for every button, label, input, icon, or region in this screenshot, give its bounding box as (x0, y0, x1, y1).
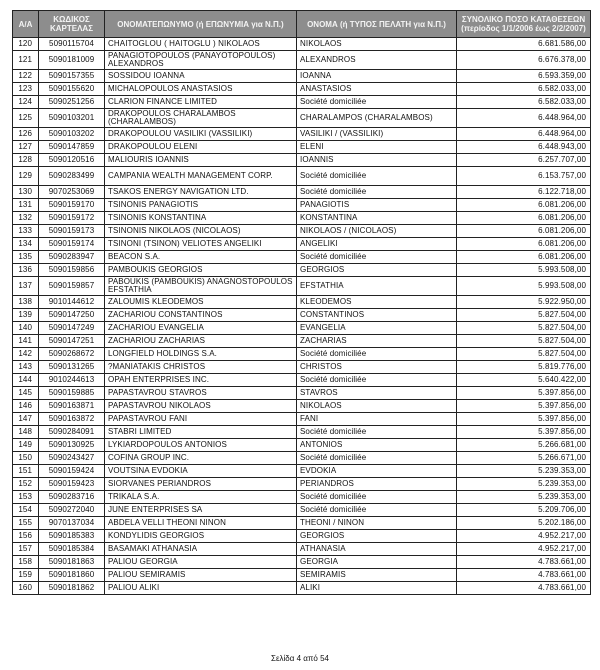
table-row (13, 387, 591, 400)
cell-aa: 146 (13, 400, 39, 413)
cell-first-name: Société domiciliée (297, 96, 457, 109)
cell-first-name: Société domiciliée (297, 186, 457, 199)
cell-aa: 151 (13, 465, 39, 478)
cell-code: 5090155620 (39, 83, 105, 96)
cell-first-name: EVANGELIA (297, 322, 457, 335)
cell-amount: 6.448.943,00 (457, 141, 591, 154)
cell-aa: 140 (13, 322, 39, 335)
cell-first-name: NIKOLAOS (297, 400, 457, 413)
cell-name: DRAKOPOULOS CHARALAMBOS (CHARALAMBOS) (105, 109, 297, 128)
cell-first-name: KONSTANTINA (297, 212, 457, 225)
cell-name: PAPASTAVROU STAVROS (105, 387, 297, 400)
cell-name: TSINONIS PANAGIOTIS (105, 199, 297, 212)
cell-aa: 143 (13, 361, 39, 374)
cell-aa: 131 (13, 199, 39, 212)
table-row (13, 51, 591, 70)
cell-aa: 136 (13, 264, 39, 277)
header-name: ΟΝΟΜΑΤΕΠΩΝΥΜΟ (ή ΕΠΩΝΥΜΙΑ για Ν.Π.) (105, 11, 297, 38)
cell-aa: 124 (13, 96, 39, 109)
cell-code: 5090181860 (39, 569, 105, 582)
cell-aa: 120 (13, 38, 39, 51)
cell-amount: 4.952.217,00 (457, 530, 591, 543)
cell-code: 9070137034 (39, 517, 105, 530)
cell-amount: 5.819.776,00 (457, 361, 591, 374)
cell-name: COFINA GROUP INC. (105, 452, 297, 465)
header-total-amount: ΣΥΝΟΛΙΚΟ ΠΟΣΟ ΚΑΤΑΘΕΣΕΩΝ (περίοδος 1/1/2006 έως 2/2/2007) (457, 11, 591, 38)
table-row (13, 264, 591, 277)
cell-first-name: GEORGIA (297, 556, 457, 569)
cell-aa: 147 (13, 413, 39, 426)
cell-first-name: CONSTANTINOS (297, 309, 457, 322)
cell-aa: 133 (13, 225, 39, 238)
cell-aa: 155 (13, 517, 39, 530)
table-row (13, 167, 591, 186)
cell-code: 5090185384 (39, 543, 105, 556)
cell-first-name: Société domiciliée (297, 504, 457, 517)
cell-amount: 6.081.206,00 (457, 251, 591, 264)
table-row (13, 543, 591, 556)
cell-name: ZACHARIOU EVANGELIA (105, 322, 297, 335)
table-row (13, 504, 591, 517)
cell-amount: 5.266.681,00 (457, 439, 591, 452)
cell-name: DRAKOPOULOU ELENI (105, 141, 297, 154)
cell-name: JUNE ENTERPRISES SA (105, 504, 297, 517)
cell-code: 9070253069 (39, 186, 105, 199)
table-row (13, 96, 591, 109)
table-row (13, 582, 591, 595)
table-row (13, 517, 591, 530)
cell-name: ZACHARIOU CONSTANTINOS (105, 309, 297, 322)
cell-code: 5090157355 (39, 70, 105, 83)
cell-name: PALIOU GEORGIA (105, 556, 297, 569)
cell-aa: 154 (13, 504, 39, 517)
cell-first-name: ELENI (297, 141, 457, 154)
cell-amount: 5.397.856,00 (457, 400, 591, 413)
cell-amount: 6.122.718,00 (457, 186, 591, 199)
cell-first-name: CHARALAMPOS (CHARALAMBOS) (297, 109, 457, 128)
cell-aa: 121 (13, 51, 39, 70)
cell-name: TSINONIS NIKOLAOS (NICOLAOS) (105, 225, 297, 238)
cell-name: SOSSIDOU IOANNA (105, 70, 297, 83)
cell-amount: 5.993.508,00 (457, 277, 591, 296)
cell-code: 5090163872 (39, 413, 105, 426)
header-aa: Α/Α (13, 11, 39, 38)
cell-name: ?MANIATAKIS CHRISTOS (105, 361, 297, 374)
cell-name: TSAKOS ENERGY NAVIGATION LTD. (105, 186, 297, 199)
cell-name: DRAKOPOULOU VASILIKI (VASSILIKI) (105, 128, 297, 141)
cell-name: VOUTSINA EVDOKIA (105, 465, 297, 478)
cell-first-name: IOANNA (297, 70, 457, 83)
table-row (13, 322, 591, 335)
cell-aa: 145 (13, 387, 39, 400)
cell-amount: 5.827.504,00 (457, 309, 591, 322)
cell-first-name: Société domiciliée (297, 251, 457, 264)
cell-amount: 6.257.707,00 (457, 154, 591, 167)
cell-code: 5090147250 (39, 309, 105, 322)
table-row (13, 361, 591, 374)
header-first-name: ΟΝΟΜΑ (ή ΤΥΠΟΣ ΠΕΛΑΤΗ για Ν.Π.) (297, 11, 457, 38)
cell-aa: 158 (13, 556, 39, 569)
cell-aa: 159 (13, 569, 39, 582)
cell-first-name: ZACHARIAS (297, 335, 457, 348)
cell-code: 5090284091 (39, 426, 105, 439)
cell-name: STABRI LIMITED (105, 426, 297, 439)
cell-amount: 6.681.586,00 (457, 38, 591, 51)
cell-aa: 142 (13, 348, 39, 361)
cell-aa: 160 (13, 582, 39, 595)
cell-code: 5090120516 (39, 154, 105, 167)
cell-code: 5090159857 (39, 277, 105, 296)
cell-amount: 5.922.950,00 (457, 296, 591, 309)
cell-first-name: ALEXANDROS (297, 51, 457, 70)
cell-first-name: ANTONIOS (297, 439, 457, 452)
cell-name: TRIKALA S.A. (105, 491, 297, 504)
cell-amount: 4.783.661,00 (457, 582, 591, 595)
cell-amount: 5.239.353,00 (457, 491, 591, 504)
cell-aa: 139 (13, 309, 39, 322)
table-row (13, 225, 591, 238)
cell-aa: 123 (13, 83, 39, 96)
cell-first-name: IOANNIS (297, 154, 457, 167)
cell-amount: 6.582.033,00 (457, 83, 591, 96)
cell-amount: 6.448.964,00 (457, 109, 591, 128)
cell-name: KONDYLIDIS GEORGIOS (105, 530, 297, 543)
cell-code: 5090268672 (39, 348, 105, 361)
cell-code: 5090159173 (39, 225, 105, 238)
cell-code: 5090163871 (39, 400, 105, 413)
cell-aa: 153 (13, 491, 39, 504)
cell-name: ZALOUMIS KLEODEMOS (105, 296, 297, 309)
cell-amount: 6.582.033,00 (457, 96, 591, 109)
cell-first-name: ANGELIKI (297, 238, 457, 251)
cell-first-name: VASILIKI / (VASSILIKI) (297, 128, 457, 141)
cell-amount: 5.239.353,00 (457, 478, 591, 491)
cell-first-name: ALIKI (297, 582, 457, 595)
cell-amount: 6.448.964,00 (457, 128, 591, 141)
cell-name: ZACHARIOU ZACHARIAS (105, 335, 297, 348)
cell-amount: 4.952.217,00 (457, 543, 591, 556)
cell-code: 5090159424 (39, 465, 105, 478)
cell-aa: 149 (13, 439, 39, 452)
cell-amount: 5.827.504,00 (457, 322, 591, 335)
cell-first-name: NIKOLAOS / (NICOLAOS) (297, 225, 457, 238)
cell-first-name: ANASTASIOS (297, 83, 457, 96)
cell-code: 5090181863 (39, 556, 105, 569)
cell-code: 5090159423 (39, 478, 105, 491)
cell-aa: 135 (13, 251, 39, 264)
cell-first-name: PERIANDROS (297, 478, 457, 491)
cell-name: CLARION FINANCE LIMITED (105, 96, 297, 109)
cell-name: PANAGIOTOPOULOS (PANAYOTOPOULOS) ALEXANDROS (105, 51, 297, 70)
cell-aa: 156 (13, 530, 39, 543)
cell-code: 5090147251 (39, 335, 105, 348)
cell-code: 9010144612 (39, 296, 105, 309)
cell-code: 5090185383 (39, 530, 105, 543)
cell-amount: 5.209.706,00 (457, 504, 591, 517)
cell-name: PAMBOUKIS GEORGIOS (105, 264, 297, 277)
cell-aa: 144 (13, 374, 39, 387)
table-row (13, 426, 591, 439)
table-row (13, 465, 591, 478)
cell-aa: 152 (13, 478, 39, 491)
table-row (13, 277, 591, 296)
cell-code: 5090181009 (39, 51, 105, 70)
cell-first-name: Société domiciliée (297, 452, 457, 465)
cell-aa: 150 (13, 452, 39, 465)
table-row (13, 335, 591, 348)
cell-name: CAMPANIA WEALTH MANAGEMENT CORP. (105, 167, 297, 186)
cell-amount: 6.081.206,00 (457, 212, 591, 225)
cell-amount: 5.640.422,00 (457, 374, 591, 387)
table-row (13, 491, 591, 504)
cell-amount: 4.783.661,00 (457, 569, 591, 582)
table-row (13, 70, 591, 83)
cell-name: OPAH ENTERPRISES INC. (105, 374, 297, 387)
table-row (13, 569, 591, 582)
cell-code: 5090159856 (39, 264, 105, 277)
cell-aa: 127 (13, 141, 39, 154)
cell-name: BASAMAKI ATHANASIA (105, 543, 297, 556)
cell-amount: 4.783.661,00 (457, 556, 591, 569)
table-row (13, 478, 591, 491)
cell-name: TSINONIS KONSTANTINA (105, 212, 297, 225)
cell-amount: 5.827.504,00 (457, 335, 591, 348)
cell-aa: 138 (13, 296, 39, 309)
table-body (13, 38, 591, 595)
cell-aa: 148 (13, 426, 39, 439)
cell-name: BEACON S.A. (105, 251, 297, 264)
cell-code: 5090283499 (39, 167, 105, 186)
cell-name: PAPASTAVROU NIKOLAOS (105, 400, 297, 413)
cell-amount: 5.397.856,00 (457, 413, 591, 426)
table-row (13, 199, 591, 212)
table-row (13, 413, 591, 426)
cell-amount: 5.239.353,00 (457, 465, 591, 478)
table-row (13, 452, 591, 465)
cell-code: 5090147859 (39, 141, 105, 154)
table-row (13, 251, 591, 264)
cell-amount: 6.153.757,00 (457, 167, 591, 186)
cell-name: MALIOURIS IOANNIS (105, 154, 297, 167)
table-row (13, 38, 591, 51)
cell-amount: 5.993.508,00 (457, 264, 591, 277)
cell-code: 5090130925 (39, 439, 105, 452)
table-row (13, 556, 591, 569)
cell-code: 5090103202 (39, 128, 105, 141)
table-row (13, 296, 591, 309)
cell-name: PABOUKIS (PAMBOUKIS) ANAGNOSTOPOULOS EFSTATHIA (105, 277, 297, 296)
table-header-row (13, 11, 591, 38)
table-row (13, 374, 591, 387)
cell-first-name: EVDOKIA (297, 465, 457, 478)
cell-amount: 6.081.206,00 (457, 238, 591, 251)
cell-first-name: FANI (297, 413, 457, 426)
cell-first-name: SEMIRAMIS (297, 569, 457, 582)
deposits-table (12, 10, 591, 595)
cell-name: PALIOU SEMIRAMIS (105, 569, 297, 582)
cell-name: SIORVANES PERIANDROS (105, 478, 297, 491)
table-row (13, 400, 591, 413)
cell-code: 5090147249 (39, 322, 105, 335)
cell-first-name: THEONI / NINON (297, 517, 457, 530)
cell-code: 5090283716 (39, 491, 105, 504)
cell-amount: 5.827.504,00 (457, 348, 591, 361)
cell-code: 5090131265 (39, 361, 105, 374)
cell-code: 5090159170 (39, 199, 105, 212)
cell-first-name: Société domiciliée (297, 491, 457, 504)
cell-code: 5090103201 (39, 109, 105, 128)
cell-amount: 6.593.359,00 (457, 70, 591, 83)
table-row (13, 109, 591, 128)
table-row (13, 83, 591, 96)
table-row (13, 530, 591, 543)
table-row (13, 238, 591, 251)
header-code: ΚΩΔΙΚΟΣ ΚΑΡΤΕΛΑΣ (39, 11, 105, 38)
cell-code: 5090159172 (39, 212, 105, 225)
cell-name: LONGFIELD HOLDINGS S.A. (105, 348, 297, 361)
cell-code: 5090243427 (39, 452, 105, 465)
cell-first-name: Société domiciliée (297, 167, 457, 186)
cell-amount: 5.266.671,00 (457, 452, 591, 465)
cell-amount: 6.081.206,00 (457, 225, 591, 238)
cell-name: TSINONI (TSINON) VELIOTES ANGELIKI (105, 238, 297, 251)
cell-first-name: EFSTATHIA (297, 277, 457, 296)
cell-code: 5090251256 (39, 96, 105, 109)
cell-first-name: PANAGIOTIS (297, 199, 457, 212)
cell-amount: 6.081.206,00 (457, 199, 591, 212)
cell-code: 5090115704 (39, 38, 105, 51)
cell-aa: 141 (13, 335, 39, 348)
cell-aa: 129 (13, 167, 39, 186)
cell-aa: 134 (13, 238, 39, 251)
table-row (13, 186, 591, 199)
cell-name: MICHALOPOULOS ANASTASIOS (105, 83, 297, 96)
cell-first-name: Société domiciliée (297, 348, 457, 361)
cell-name: PALIOU ALIKI (105, 582, 297, 595)
table-row (13, 212, 591, 225)
cell-code: 5090159885 (39, 387, 105, 400)
table-row (13, 309, 591, 322)
cell-first-name: Société domiciliée (297, 426, 457, 439)
cell-aa: 157 (13, 543, 39, 556)
cell-first-name: CHRISTOS (297, 361, 457, 374)
cell-aa: 125 (13, 109, 39, 128)
cell-first-name: GEORGIOS (297, 264, 457, 277)
cell-first-name: Société domiciliée (297, 374, 457, 387)
table-row (13, 348, 591, 361)
cell-amount: 5.397.856,00 (457, 426, 591, 439)
cell-aa: 130 (13, 186, 39, 199)
cell-first-name: STAVROS (297, 387, 457, 400)
cell-amount: 5.397.856,00 (457, 387, 591, 400)
cell-code: 5090283947 (39, 251, 105, 264)
cell-code: 5090181862 (39, 582, 105, 595)
page-number: Σελίδα 4 από 54 (271, 654, 329, 663)
table-row (13, 141, 591, 154)
cell-aa: 132 (13, 212, 39, 225)
cell-code: 5090159174 (39, 238, 105, 251)
cell-name: PAPASTAVROU FANI (105, 413, 297, 426)
cell-code: 5090272040 (39, 504, 105, 517)
table-row (13, 439, 591, 452)
cell-first-name: NIKOLAOS (297, 38, 457, 51)
cell-name: ABDELA VELLI THEONI NINON (105, 517, 297, 530)
cell-aa: 122 (13, 70, 39, 83)
cell-code: 9010244613 (39, 374, 105, 387)
cell-aa: 137 (13, 277, 39, 296)
table-row (13, 154, 591, 167)
cell-aa: 126 (13, 128, 39, 141)
cell-name: CHAITOGLOU ( HAITOGLU ) NIKOLAOS (105, 38, 297, 51)
cell-amount: 5.202.186,00 (457, 517, 591, 530)
cell-amount: 6.676.378,00 (457, 51, 591, 70)
table-row (13, 128, 591, 141)
cell-first-name: ATHANASIA (297, 543, 457, 556)
cell-first-name: KLEODEMOS (297, 296, 457, 309)
cell-name: LYKIARDOPOULOS ANTONIOS (105, 439, 297, 452)
cell-aa: 128 (13, 154, 39, 167)
cell-first-name: GEORGIOS (297, 530, 457, 543)
